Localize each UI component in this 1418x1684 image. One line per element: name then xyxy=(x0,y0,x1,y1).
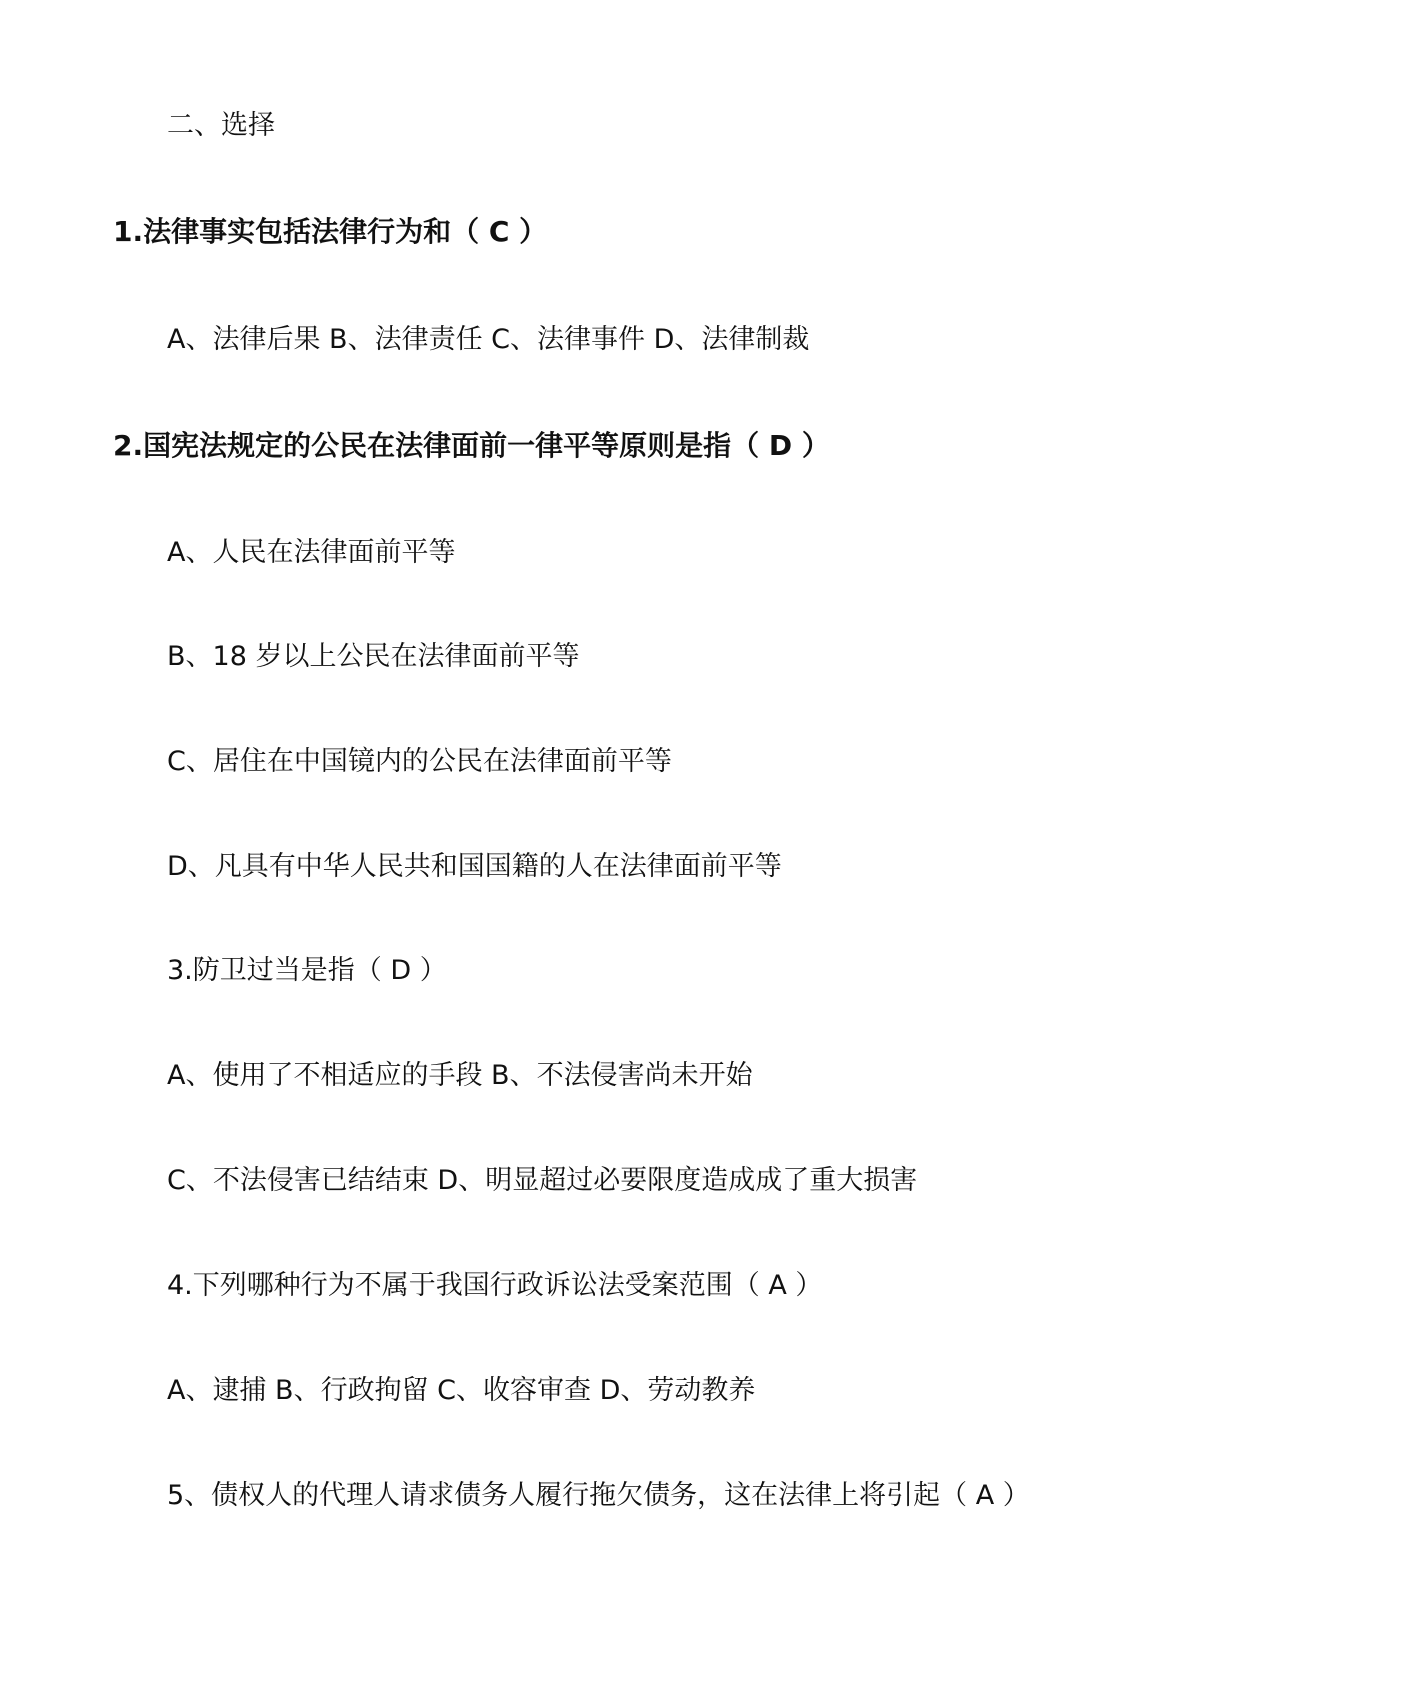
question-2-option-a: A、人民在法律面前平等 xyxy=(167,537,456,568)
question-3-options-line-1: A、使用了不相适应的手段 B、不法侵害尚未开始 xyxy=(167,1060,753,1091)
section-heading: 二、选择 xyxy=(167,110,275,141)
question-2-stem: 2.国宪法规定的公民在法律面前一律平等原则是指（ D ） xyxy=(113,429,830,462)
question-5-stem: 5、债权人的代理人请求债务人履行拖欠债务，这在法律上将引起（ A ） xyxy=(167,1480,1030,1511)
question-2-option-c: C、居住在中国镜内的公民在法律面前平等 xyxy=(167,746,672,777)
question-2-option-d: D、凡具有中华人民共和国国籍的人在法律面前平等 xyxy=(167,851,782,882)
question-4-options: A、逮捕 B、行政拘留 C、收容审查 D、劳动教养 xyxy=(167,1375,756,1406)
question-3-stem: 3.防卫过当是指（ D ） xyxy=(167,955,447,986)
question-2-option-b: B、18 岁以上公民在法律面前平等 xyxy=(167,641,580,672)
question-4-stem: 4.下列哪种行为不属于我国行政诉讼法受案范围（ A ） xyxy=(167,1270,823,1301)
question-3-options-line-2: C、不法侵害已结结束 D、明显超过必要限度造成成了重大损害 xyxy=(167,1165,918,1196)
question-1-stem: 1.法律事实包括法律行为和（ C ） xyxy=(113,215,548,248)
question-1-options: A、法律后果 B、法律责任 C、法律事件 D、法律制裁 xyxy=(167,324,810,355)
